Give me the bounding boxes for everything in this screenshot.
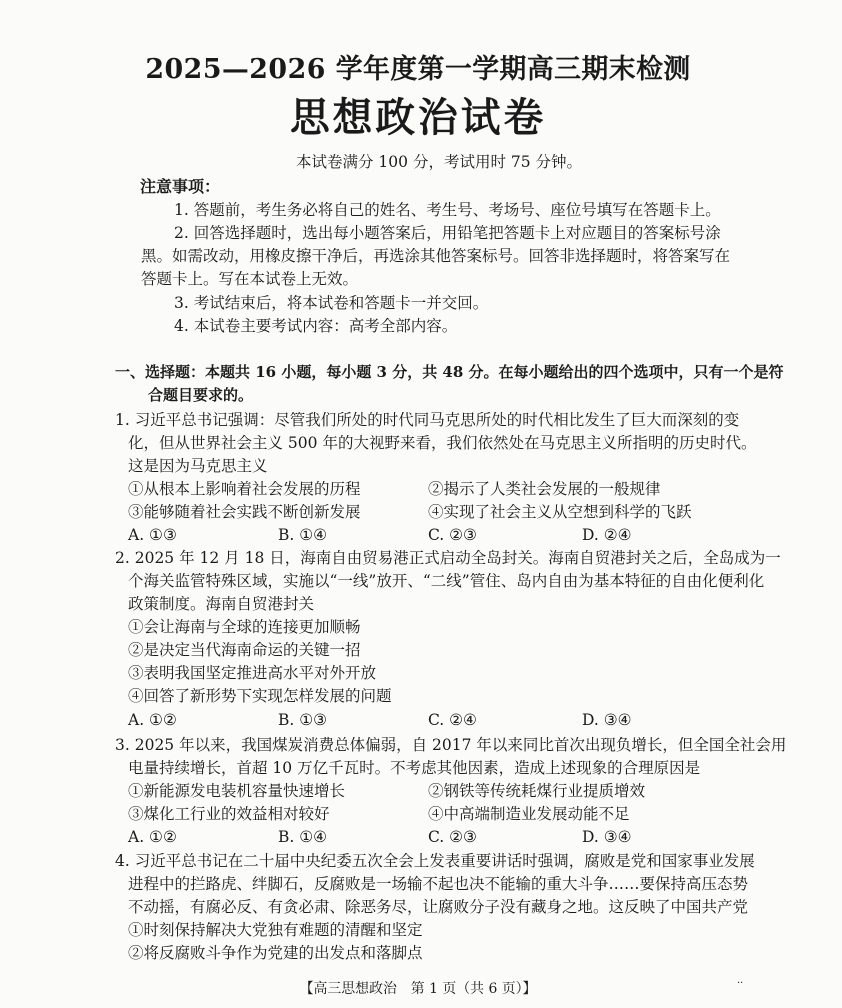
q1-stem: 1. 习近平总书记强调：尽管我们所处的时代同马克思所处的时代相比发生了巨大而深刻的变: [115, 411, 740, 429]
note-line: 2. 回答选择题时，选出每小题答案后，用铅笔把答题卡上对应题目的答案标号涂: [174, 224, 721, 242]
note-line: 3. 考试结束后，将本试卷和答题卡一并交回。: [174, 294, 489, 312]
exam-title-line1: 2025—2026 学年度第一学期高三期末检测: [145, 54, 691, 85]
exam-title-subject: 思想政治试卷: [289, 94, 547, 141]
q2-choice-b: B. ①③: [278, 711, 328, 729]
q3-item: ④中高端制造业发展动能不足: [428, 805, 630, 823]
section-heading-cont: 合题目要求的。: [148, 386, 254, 404]
note-line: 黑。如需改动，用橡皮擦干净后，再选涂其他答案标号。回答非选择题时，将答案写在: [141, 247, 731, 265]
q2-item: ②是决定当代海南命运的关键一招: [128, 641, 361, 659]
q1-choice-d: D. ②④: [582, 526, 632, 544]
q2-item: ①会让海南与全球的连接更加顺畅: [128, 618, 361, 636]
q4-stem: 进程中的拦路虎、绊脚石，反腐败是一场输不起也决不能输的重大斗争……要保持高压态势: [128, 875, 749, 893]
q1-item: ③能够随着社会实践不断创新发展: [128, 503, 361, 521]
q4-stem: 不动摇，有腐必反、有贪必肃、除恶务尽，让腐败分子没有藏身之地。这反映了中国共产党: [128, 898, 749, 916]
q2-stem: 个海关监管特殊区域，实施以“一线”放开、“二线”管住、岛内自由为基本特征的自由化便利化: [128, 572, 765, 590]
q3-item: ③煤化工行业的效益相对较好: [128, 805, 330, 823]
q3-choice-d: D. ③④: [582, 828, 632, 846]
note-line: 4. 本试卷主要考试内容：高考全部内容。: [174, 317, 458, 335]
exam-intro: 本试卷满分 100 分，考试用时 75 分钟。: [296, 153, 583, 171]
q4-item: ①时刻保持解决大党独有难题的清醒和坚定: [128, 921, 423, 939]
section-heading: 一、选择题：本题共 16 小题，每小题 3 分，共 48 分。在每小题给出的四个选项中，只有一个是符: [115, 363, 784, 381]
q3-choice-c: C. ②③: [428, 828, 477, 846]
q1-item: ④实现了社会主义从空想到科学的飞跃: [428, 503, 692, 521]
notes-heading: 注意事项：: [140, 177, 221, 196]
q3-stem: 3. 2025 年以来，我国煤炭消费总体偏弱，自 2017 年以来同比首次出现负增长，但全国全社会用: [115, 736, 787, 754]
q3-item: ②钢铁等传统耗煤行业提质增效: [428, 782, 646, 800]
page-footer: 【高三思想政治 第 1 页（共 6 页）】: [299, 981, 537, 997]
q1-item: ①从根本上影响着社会发展的历程: [128, 480, 361, 498]
q1-choice-a: A. ①③: [128, 526, 177, 544]
q3-choice-b: B. ①④: [278, 828, 328, 846]
q3-stem: 电量持续增长，首超 10 万亿千瓦时。不考虑其他因素，造成上述现象的合理原因是: [128, 759, 701, 777]
q4-item: ②将反腐败斗争作为党建的出发点和落脚点: [128, 944, 423, 962]
q2-stem: 2. 2025 年 12 月 18 日，海南自由贸易港正式启动全岛封关。海南自贸港封关之后，全岛成为一: [115, 549, 781, 567]
note-line: 答题卡上。写在本试卷上无效。: [141, 270, 359, 288]
note-line: 1. 答题前，考生务必将自己的姓名、考生号、考场号、座位号填写在答题卡上。: [174, 201, 721, 219]
q2-choice-d: D. ③④: [582, 711, 632, 729]
q2-choice-c: C. ②④: [428, 711, 477, 729]
q3-choice-a: A. ①②: [128, 828, 177, 846]
q1-item: ②揭示了人类社会发展的一般规律: [428, 480, 661, 498]
q1-choice-b: B. ①④: [278, 526, 328, 544]
q3-item: ①新能源发电装机容量快速增长: [128, 782, 346, 800]
q1-stem: 这是因为马克思主义: [128, 457, 268, 475]
q1-choice-c: C. ②③: [428, 526, 477, 544]
q4-stem: 4. 习近平总书记在二十届中央纪委五次全会上发表重要讲话时强调，腐败是党和国家事业发展: [115, 852, 755, 870]
q2-item: ④回答了新形势下实现怎样发展的问题: [128, 687, 392, 705]
q2-item: ③表明我国坚定推进高水平对外开放: [128, 664, 377, 682]
q2-stem: 政策制度。海南自贸港封关: [128, 595, 315, 613]
q2-choice-a: A. ①②: [128, 711, 177, 729]
footer-mark: ··: [737, 978, 744, 989]
q1-stem: 化，但从世界社会主义 500 年的大视野来看，我们依然处在马克思主义所指明的历史时代。: [128, 434, 757, 452]
